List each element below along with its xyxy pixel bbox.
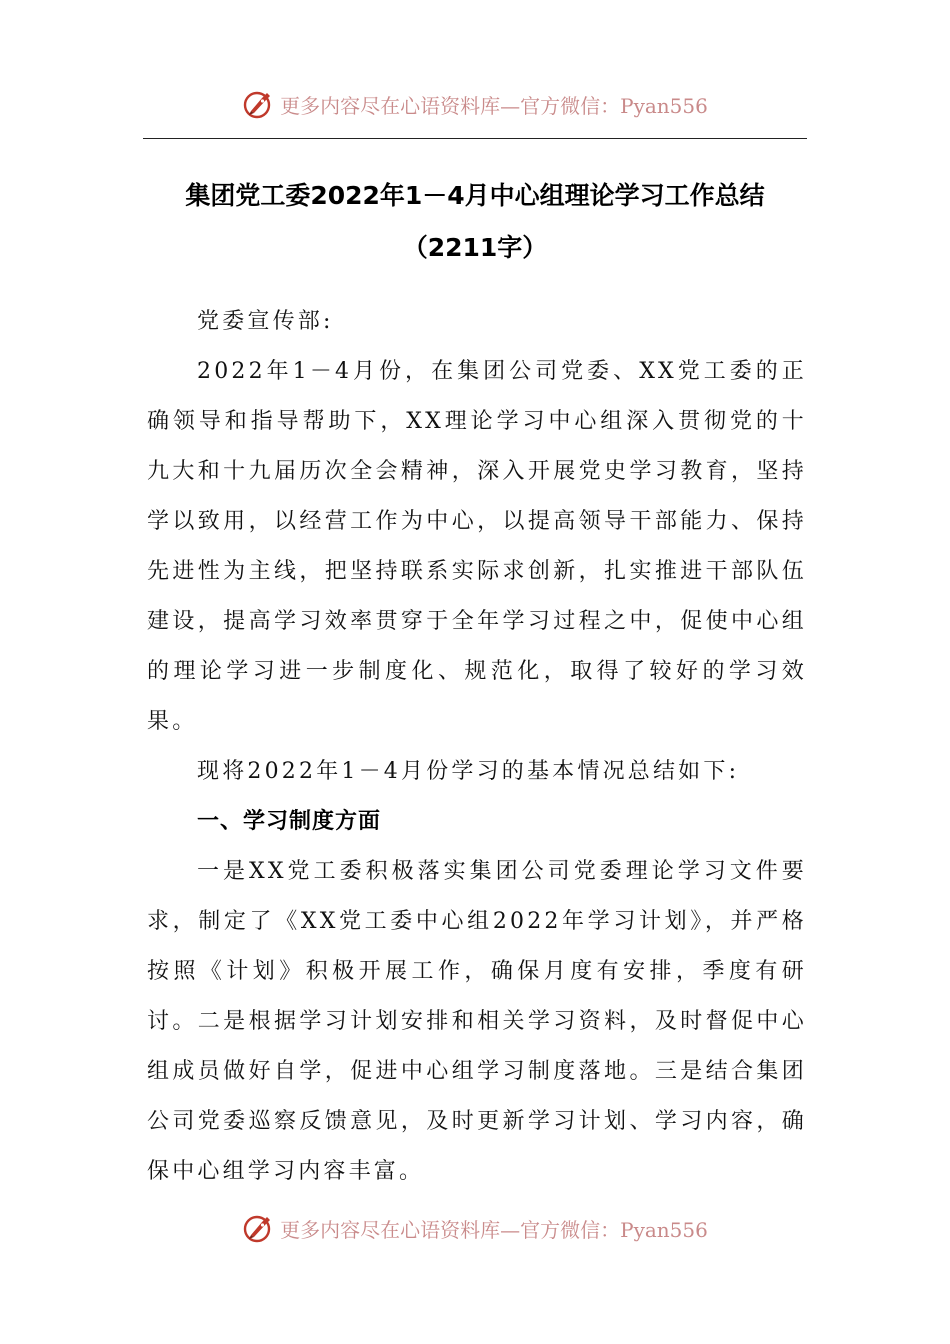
watermark-footer <box>0 1208 950 1248</box>
watermark-footer-text: 更多内容尽在心语资料库—官方微信：Pyan556 <box>280 1217 708 1242</box>
salutation: 党委宣传部: <box>197 309 334 334</box>
document-body <box>147 297 807 1197</box>
section-heading-study-system: 一、学习制度方面 <box>197 809 382 834</box>
header-divider <box>143 138 807 139</box>
watermark-header-text: 更多内容尽在心语资料库—官方微信：Pyan556 <box>280 93 708 118</box>
document-title: 集团党工委2022年1－4月中心组理论学习工作总结（2211字） <box>185 181 765 262</box>
pen-nib-logo-icon <box>242 87 276 121</box>
section-study-system-paragraph: 一是XX党工委积极落实集团公司党委理论学习文件要求，制定了《XX党工委中心组2022年学习计划》，并严格按照《计划》积极开展工作，确保月度有安排，季度有研讨。二是根据学习计划安排和相关学习资料，及时督促中心组成员做好自学，促进中心组学习制度落地。三是结合集团公司党委巡察反馈意见，及时更新学习计划、学习内容，确保中心组学习内容丰富。 <box>147 859 807 1184</box>
summary-intro-paragraph: 现将2022年1－4月份学习的基本情况总结如下: <box>197 759 740 784</box>
intro-paragraph: 2022年1－4月份，在集团公司党委、XX党工委的正确领导和指导帮助下，XX理论学习中心组深入贯彻党的十九大和十九届历次全会精神，深入开展党史学习教育，坚持学以致用，以经营工作为中心，以提高领导干部能力、保持先进性为主线，把坚持联系实际求创新，扎实推进干部队伍建设，提高学习效率贯穿于全年学习过程之中，促使中心组的理论学习进一步制度化、规范化，取得了较好的学习效果。 <box>147 359 807 734</box>
watermark-header <box>0 84 950 124</box>
pen-nib-logo-icon <box>242 1211 276 1245</box>
